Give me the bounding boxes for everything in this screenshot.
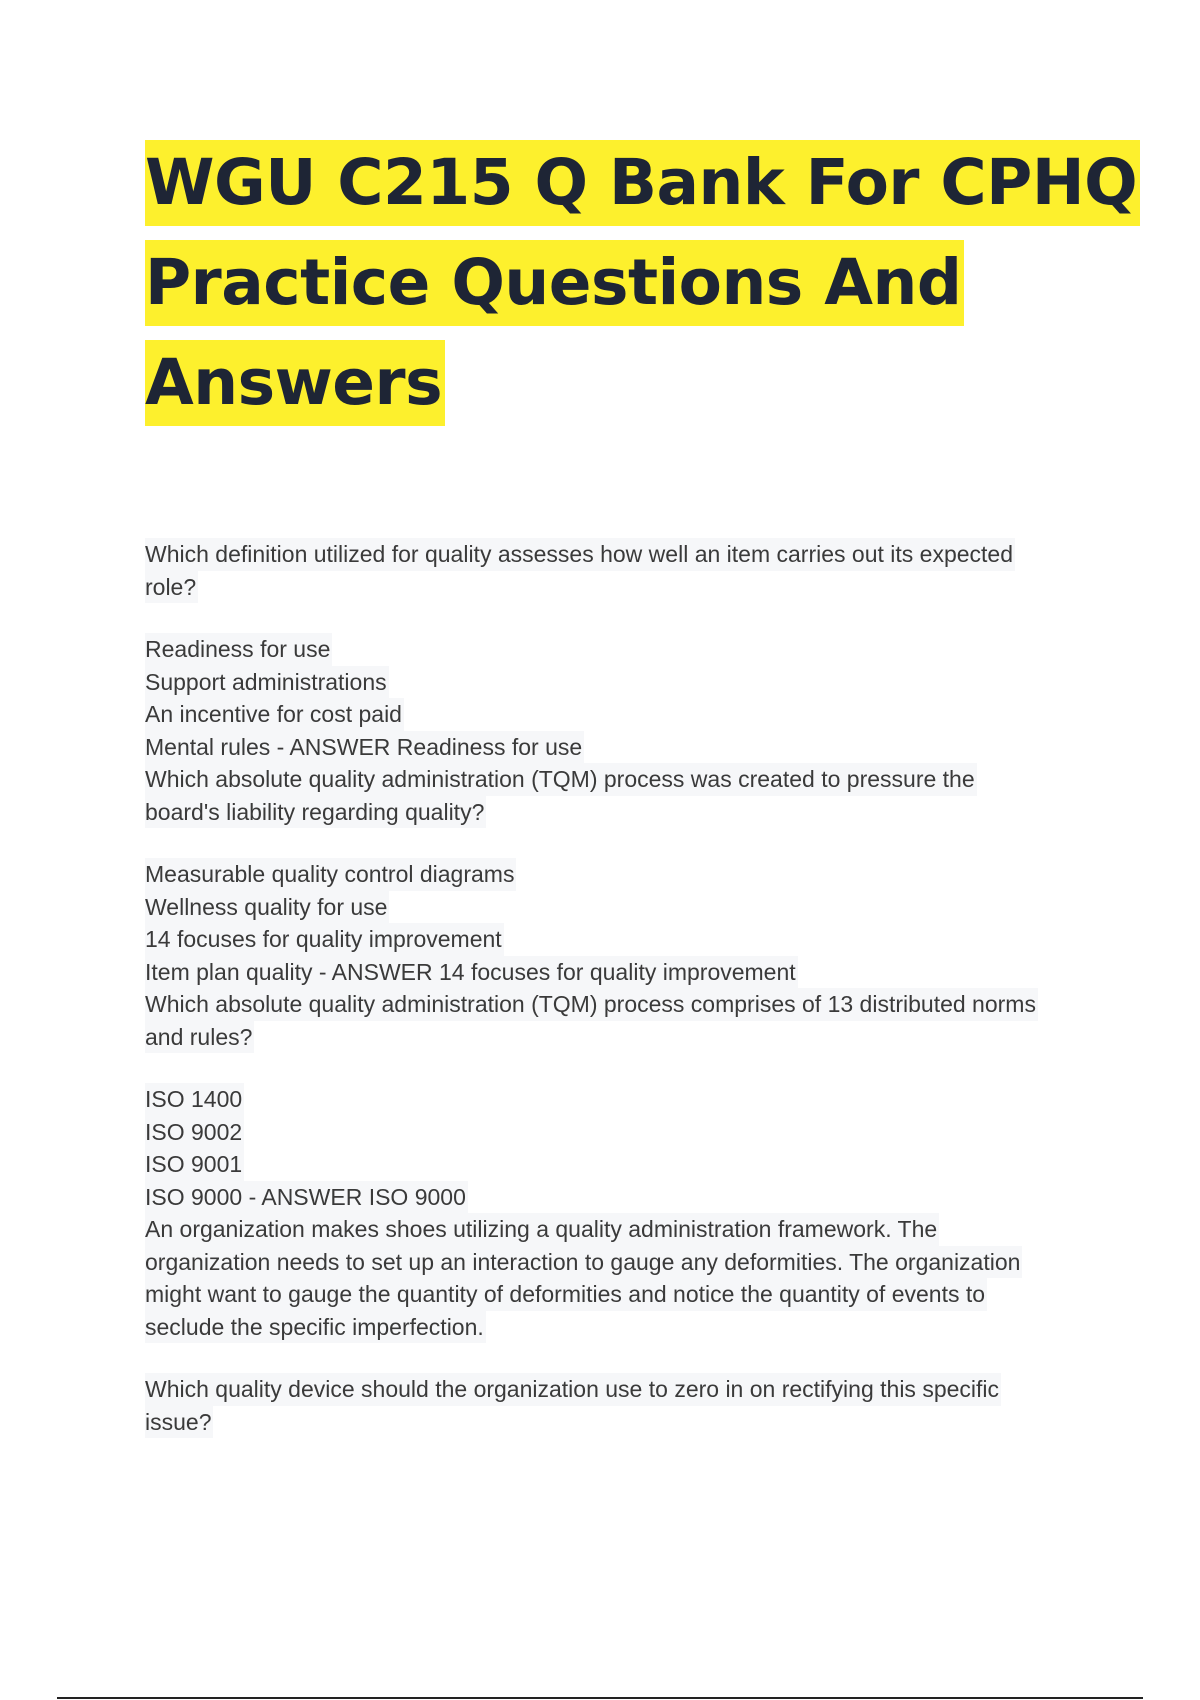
text-line: board's liability regarding quality? <box>145 796 486 829</box>
text-line: Wellness quality for use <box>145 891 389 924</box>
answer-options-paragraph <box>145 633 1090 828</box>
text-line: Readiness for use <box>145 633 332 666</box>
answer-options-paragraph <box>145 858 1090 1053</box>
title-line: Practice Questions And <box>145 240 964 326</box>
page-bottom-divider <box>57 1697 1143 1699</box>
text-line: 14 focuses for quality improvement <box>145 923 504 956</box>
text-line: organization needs to set up an interaction to gauge any deformities. The organization <box>145 1246 1022 1279</box>
text-line: ISO 9002 <box>145 1116 244 1149</box>
document-body <box>145 538 1090 1468</box>
text-line: Measurable quality control diagrams <box>145 858 516 891</box>
answer-options-paragraph <box>145 1083 1090 1343</box>
title-line: WGU C215 Q Bank For CPHQ <box>145 140 1140 226</box>
text-line: ISO 9001 <box>145 1148 244 1181</box>
text-line: Which absolute quality administration (TQM) process was created to pressure the <box>145 763 977 796</box>
document-title <box>145 140 1138 440</box>
text-line: ISO 1400 <box>145 1083 244 1116</box>
text-line: role? <box>145 571 198 604</box>
text-line: seclude the specific imperfection. <box>145 1311 486 1344</box>
text-line: might want to gauge the quantity of deformities and notice the quantity of events to <box>145 1278 987 1311</box>
text-line: Which definition utilized for quality assesses how well an item carries out its expected <box>145 538 1015 571</box>
question-paragraph <box>145 1373 1090 1438</box>
text-line: Which absolute quality administration (TQM) process comprises of 13 distributed norms <box>145 988 1038 1021</box>
text-line: Which quality device should the organization use to zero in on rectifying this specific <box>145 1373 1001 1406</box>
text-line: issue? <box>145 1406 213 1439</box>
text-line: and rules? <box>145 1021 254 1054</box>
question-paragraph <box>145 538 1090 603</box>
text-line: An incentive for cost paid <box>145 698 404 731</box>
title-line: Answers <box>145 340 445 426</box>
text-line: An organization makes shoes utilizing a quality administration framework. The <box>145 1213 939 1246</box>
text-line: Mental rules - ANSWER Readiness for use <box>145 731 584 764</box>
text-line: Support administrations <box>145 666 389 699</box>
text-line: ISO 9000 - ANSWER ISO 9000 <box>145 1181 468 1214</box>
text-line: Item plan quality - ANSWER 14 focuses for quality improvement <box>145 956 798 989</box>
